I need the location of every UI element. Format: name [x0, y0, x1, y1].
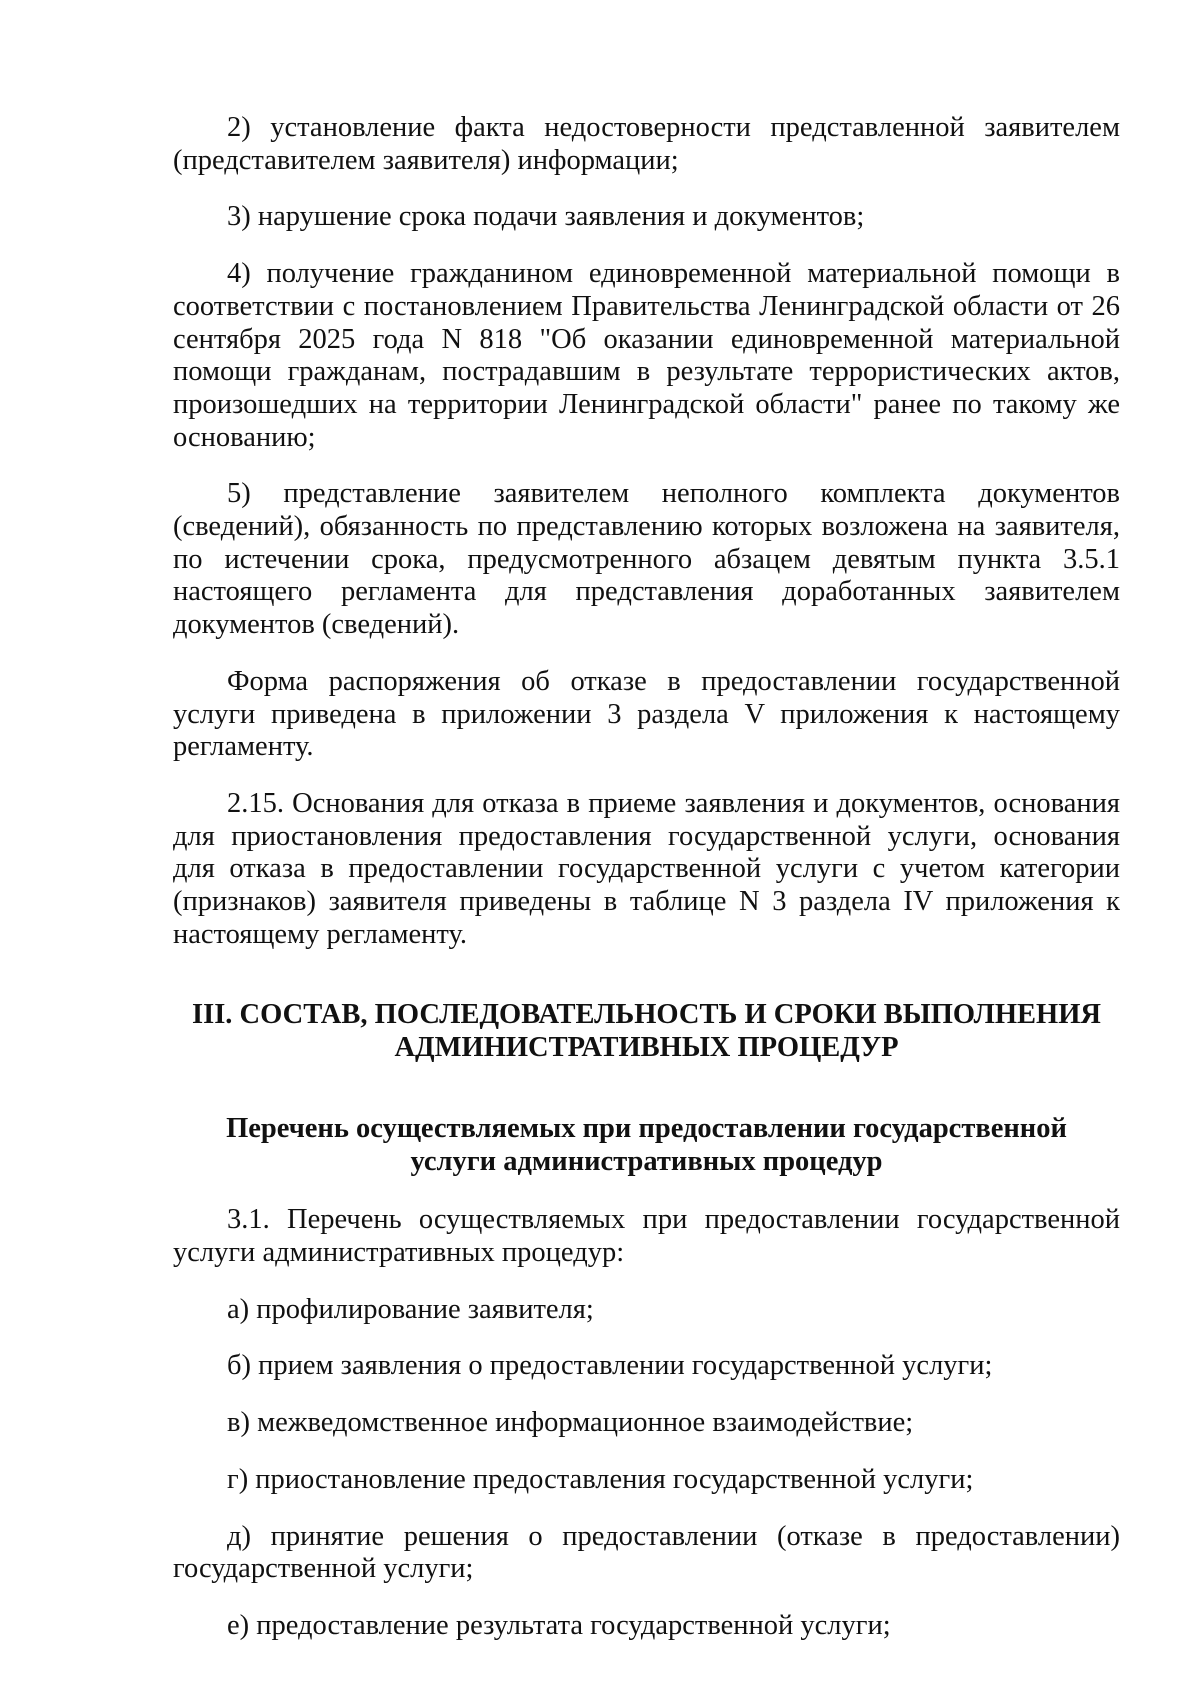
subsection-heading-line-2: услуги административных процедур: [410, 1145, 883, 1177]
paragraph-item-5: 5) представление заявителем неполного комплекта документов (сведений), обязанность по представлению которых возложена на заявителя, по истечении срока, предусмотренного абзацем девятым пункта 3.5.1 настоящего регламента для представления доработанных заявителем документов (сведений).: [173, 478, 1120, 641]
list-item-a: а) профилирование заявителя;: [227, 1293, 594, 1325]
section-heading-line-2: АДМИНИСТРАТИВНЫХ ПРОЦЕДУР: [394, 1032, 899, 1064]
paragraph-item-3: 3) нарушение срока подачи заявления и документов;: [227, 201, 865, 233]
list-item-g: г) приостановление предоставления государственной услуги;: [227, 1463, 974, 1495]
paragraph-3-1: 3.1. Перечень осуществляемых при предоставлении государственной услуги административных процедур:: [173, 1204, 1120, 1268]
list-item-d: д) принятие решения о предоставлении (отказе в предоставлении) государственной услуги;: [173, 1520, 1120, 1585]
list-item-b: б) прием заявления о предоставлении государственной услуги;: [227, 1350, 993, 1382]
section-heading-line-1: III. СОСТАВ, ПОСЛЕДОВАТЕЛЬНОСТЬ И СРОКИ ВЫПОЛНЕНИЯ: [192, 999, 1101, 1031]
subsection-heading: [173, 1113, 1120, 1178]
document-page: [173, 112, 1120, 1643]
paragraph-2-15: 2.15. Основания для отказа в приеме заявления и документов, основания для приостановления предоставления государственной услуги, основания для отказа в предоставлении государственной услуги с учетом категории (признаков) заявителя приведены в таблице N 3 раздела IV приложения к настоящему регламенту.: [173, 787, 1120, 950]
list-item-e: е) предоставление результата государственной услуги;: [227, 1609, 891, 1641]
paragraph-item-4: 4) получение гражданином единовременной материальной помощи в соответствии с постановлением Правительства Ленинградской области от 26 сентября 2025 года N 818 "Об оказании единовременной материальной помощи гражданам, пострадавшим в результате террористических актов, произошедших на территории Ленинградской области" ранее по такому же основанию;: [173, 258, 1120, 453]
subsection-heading-line-1: Перечень осуществляемых при предоставлении государственной: [226, 1112, 1067, 1144]
section-heading: [173, 999, 1120, 1064]
paragraph-form-note: Форма распоряжения об отказе в предоставлении государственной услуги приведена в приложении 3 раздела V приложения к настоящему регламенту.: [173, 665, 1120, 763]
list-item-v: в) межведомственное информационное взаимодействие;: [227, 1407, 914, 1439]
paragraph-item-2: 2) установление факта недостоверности представленной заявителем (представителем заявителя) информации;: [173, 112, 1120, 176]
